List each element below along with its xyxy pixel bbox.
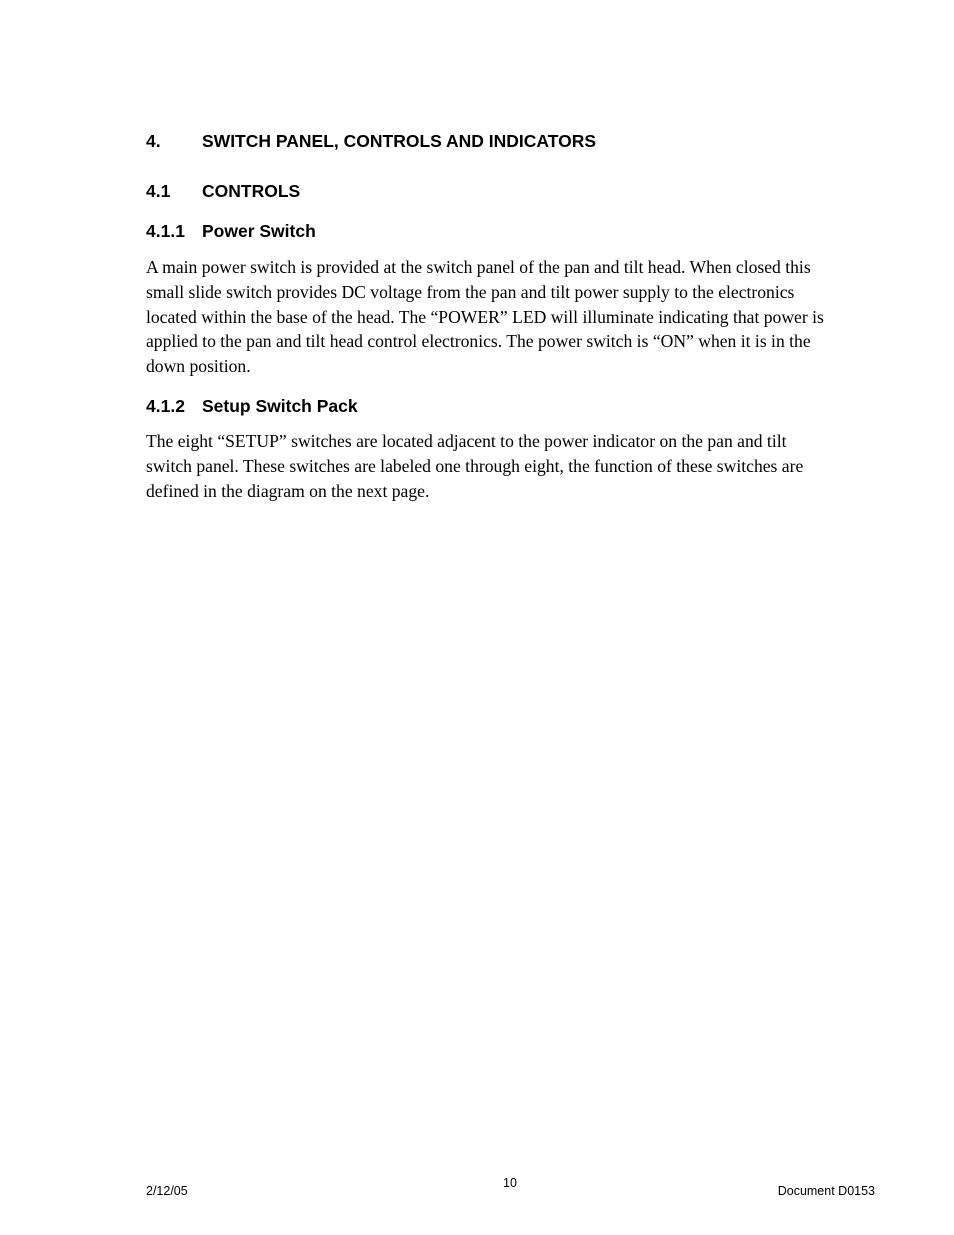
paragraph-line: A main power switch is provided at the switch panel of the pan and tilt head. When closed this (146, 257, 811, 277)
section-number: 4.1.2 (146, 396, 185, 416)
paragraph-line: The eight “SETUP” switches are located adjacent to the power indicator on the pan and tilt (146, 431, 787, 451)
paragraph-line: applied to the pan and tilt head control electronics. The power switch is “ON” when it is in the (146, 331, 811, 352)
section-number: 4.1 (146, 181, 171, 201)
paragraph-line: defined in the diagram on the next page. (146, 480, 430, 501)
section-title: SWITCH PANEL, CONTROLS AND INDICATORS (202, 131, 597, 151)
footer-date: 2/12/05 (146, 1184, 188, 1198)
section-number: 4. (146, 131, 161, 151)
power-switch-paragraph (146, 255, 876, 379)
section-number: 4.1.1 (146, 221, 185, 241)
setup-switch-paragraph (146, 429, 876, 503)
paragraph-line: located within the base of the head. The “POWER” LED will illuminate indicating that power is (146, 306, 824, 327)
footer-document-id: Document D0153 (777, 1184, 875, 1198)
paragraph-line: switch panel. These switches are labeled one through eight, the function of these switches are (146, 455, 804, 476)
section-title: Power Switch (202, 221, 316, 241)
section-title: CONTROLS (202, 181, 301, 201)
footer-page-number: 10 (503, 1176, 517, 1190)
paragraph-line: small slide switch provides DC voltage from the pan and tilt power supply to the electronics (146, 281, 795, 302)
paragraph-line: down position. (146, 356, 251, 377)
section-title: Setup Switch Pack (202, 396, 358, 416)
